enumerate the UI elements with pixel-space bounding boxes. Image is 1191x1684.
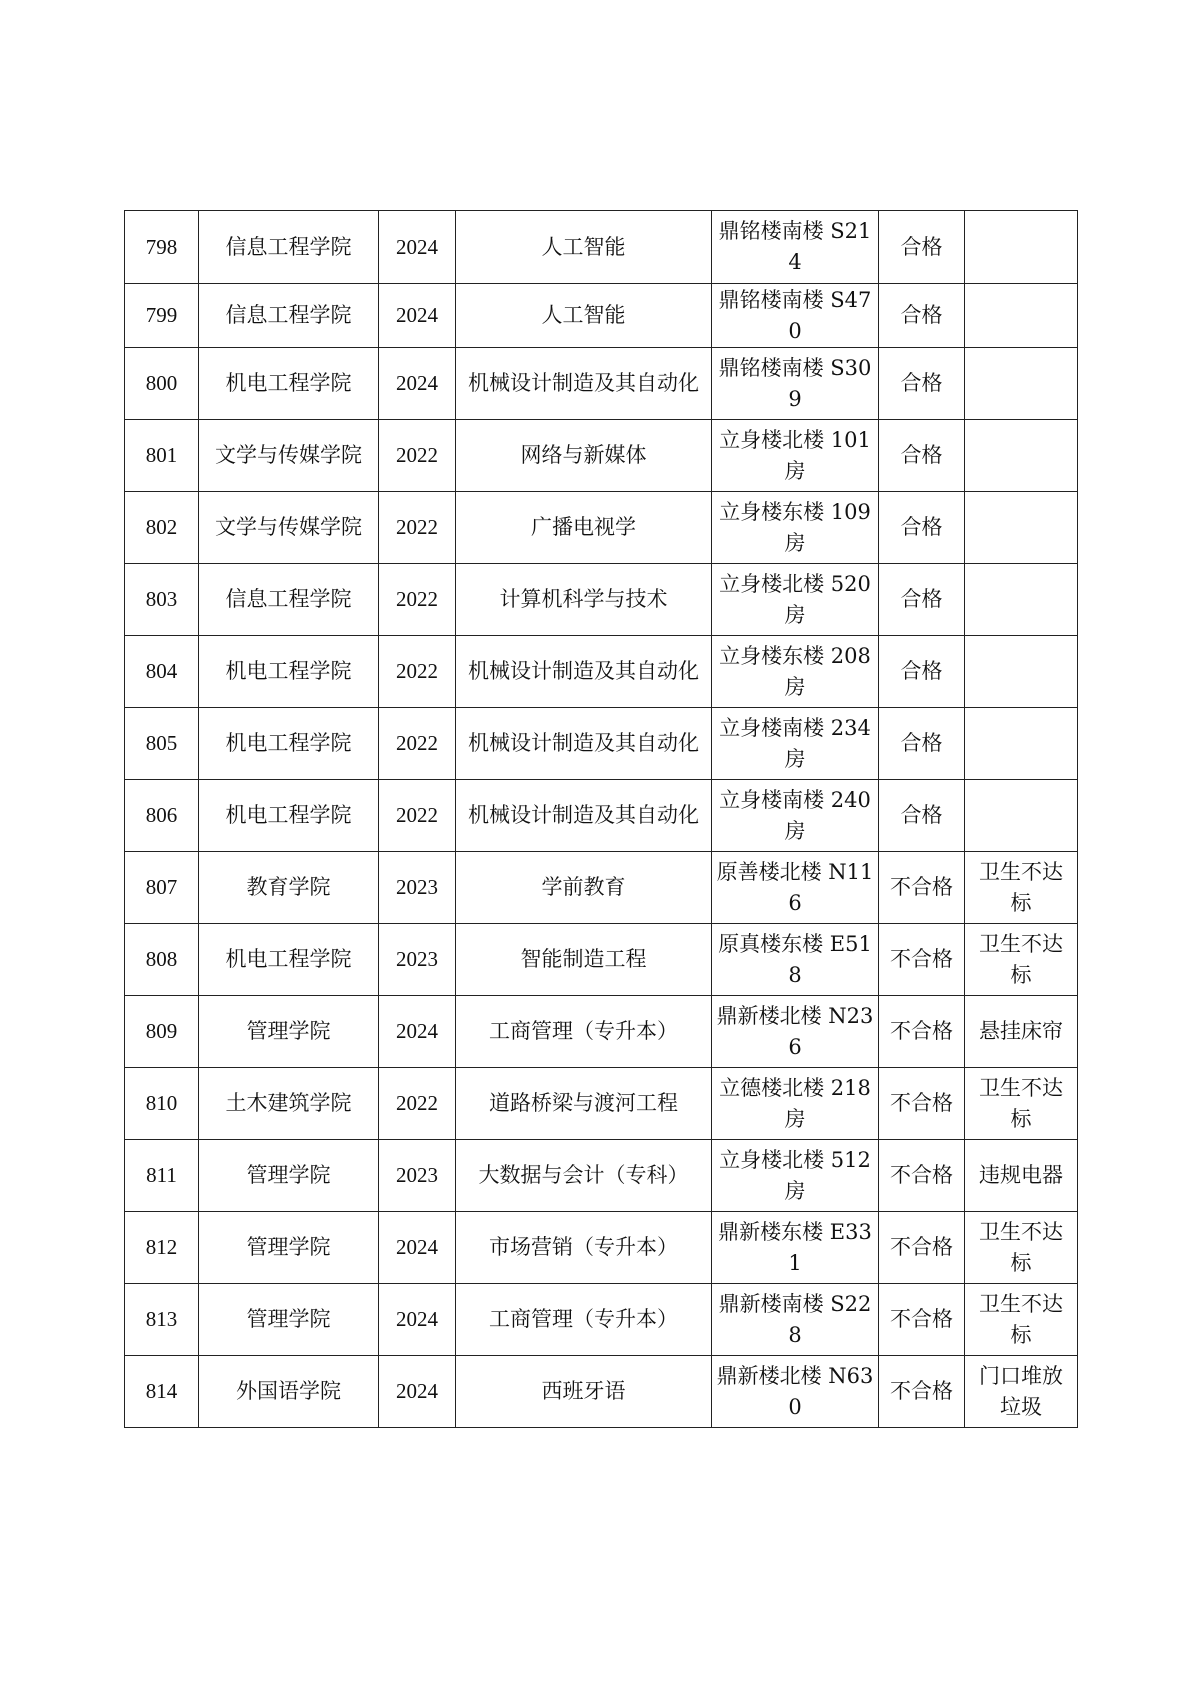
dorm-room: 立身楼东楼 208 房 <box>712 636 879 708</box>
table-row <box>125 284 1078 348</box>
dorm-room: 立身楼南楼 234 房 <box>712 708 879 780</box>
inspection-result: 不合格 <box>879 1212 965 1284</box>
dorm-room: 立身楼北楼 101 房 <box>712 420 879 492</box>
college-name: 信息工程学院 <box>199 284 379 348</box>
college-name: 信息工程学院 <box>199 564 379 636</box>
grade-year: 2024 <box>379 284 456 348</box>
dorm-room: 鼎铭楼南楼 S309 <box>712 348 879 420</box>
remark <box>965 284 1078 348</box>
row-number: 800 <box>125 348 199 420</box>
row-number: 809 <box>125 996 199 1068</box>
remark <box>965 636 1078 708</box>
row-number: 798 <box>125 211 199 284</box>
remark: 卫生不达标 <box>965 924 1078 996</box>
major-name: 机械设计制造及其自动化 <box>456 348 712 420</box>
major-name: 机械设计制造及其自动化 <box>456 780 712 852</box>
remark <box>965 211 1078 284</box>
grade-year: 2024 <box>379 1356 456 1428</box>
inspection-result: 合格 <box>879 636 965 708</box>
major-name: 工商管理（专升本） <box>456 996 712 1068</box>
inspection-result: 不合格 <box>879 1140 965 1212</box>
remark: 卫生不达标 <box>965 1068 1078 1140</box>
table-body <box>125 211 1078 1428</box>
inspection-result: 合格 <box>879 284 965 348</box>
college-name: 文学与传媒学院 <box>199 492 379 564</box>
table-row <box>125 1140 1078 1212</box>
row-number: 806 <box>125 780 199 852</box>
table-row <box>125 780 1078 852</box>
grade-year: 2022 <box>379 420 456 492</box>
dorm-room: 鼎新楼南楼 S228 <box>712 1284 879 1356</box>
inspection-result: 合格 <box>879 708 965 780</box>
row-number: 812 <box>125 1212 199 1284</box>
inspection-result: 合格 <box>879 492 965 564</box>
remark <box>965 492 1078 564</box>
college-name: 文学与传媒学院 <box>199 420 379 492</box>
grade-year: 2023 <box>379 924 456 996</box>
row-number: 808 <box>125 924 199 996</box>
table-row <box>125 1356 1078 1428</box>
grade-year: 2023 <box>379 852 456 924</box>
college-name: 机电工程学院 <box>199 780 379 852</box>
grade-year: 2024 <box>379 996 456 1068</box>
remark: 卫生不达标 <box>965 1212 1078 1284</box>
inspection-result: 合格 <box>879 564 965 636</box>
table-row <box>125 564 1078 636</box>
row-number: 805 <box>125 708 199 780</box>
grade-year: 2024 <box>379 1284 456 1356</box>
college-name: 机电工程学院 <box>199 924 379 996</box>
college-name: 机电工程学院 <box>199 636 379 708</box>
dorm-room: 立身楼东楼 109 房 <box>712 492 879 564</box>
row-number: 803 <box>125 564 199 636</box>
row-number: 810 <box>125 1068 199 1140</box>
inspection-result: 不合格 <box>879 1284 965 1356</box>
college-name: 机电工程学院 <box>199 348 379 420</box>
remark <box>965 420 1078 492</box>
row-number: 801 <box>125 420 199 492</box>
row-number: 799 <box>125 284 199 348</box>
dorm-room: 原善楼北楼 N116 <box>712 852 879 924</box>
table-row <box>125 852 1078 924</box>
table-row <box>125 420 1078 492</box>
table-row <box>125 1068 1078 1140</box>
grade-year: 2022 <box>379 636 456 708</box>
grade-year: 2022 <box>379 780 456 852</box>
major-name: 道路桥梁与渡河工程 <box>456 1068 712 1140</box>
grade-year: 2024 <box>379 348 456 420</box>
dorm-room: 鼎新楼北楼 N630 <box>712 1356 879 1428</box>
inspection-result: 合格 <box>879 211 965 284</box>
row-number: 807 <box>125 852 199 924</box>
major-name: 智能制造工程 <box>456 924 712 996</box>
major-name: 机械设计制造及其自动化 <box>456 636 712 708</box>
table-row <box>125 996 1078 1068</box>
college-name: 信息工程学院 <box>199 211 379 284</box>
table-row <box>125 1284 1078 1356</box>
row-number: 802 <box>125 492 199 564</box>
college-name: 教育学院 <box>199 852 379 924</box>
college-name: 外国语学院 <box>199 1356 379 1428</box>
dorm-room: 立德楼北楼 218 房 <box>712 1068 879 1140</box>
dorm-room: 立身楼北楼 520 房 <box>712 564 879 636</box>
college-name: 管理学院 <box>199 996 379 1068</box>
remark <box>965 564 1078 636</box>
dorm-room: 原真楼东楼 E518 <box>712 924 879 996</box>
major-name: 市场营销（专升本） <box>456 1212 712 1284</box>
major-name: 人工智能 <box>456 211 712 284</box>
inspection-table <box>124 210 1078 1428</box>
inspection-result: 合格 <box>879 348 965 420</box>
inspection-result: 不合格 <box>879 1356 965 1428</box>
college-name: 机电工程学院 <box>199 708 379 780</box>
grade-year: 2022 <box>379 564 456 636</box>
inspection-result: 不合格 <box>879 996 965 1068</box>
college-name: 土木建筑学院 <box>199 1068 379 1140</box>
grade-year: 2022 <box>379 492 456 564</box>
grade-year: 2022 <box>379 1068 456 1140</box>
inspection-result: 不合格 <box>879 1068 965 1140</box>
major-name: 学前教育 <box>456 852 712 924</box>
major-name: 大数据与会计（专科） <box>456 1140 712 1212</box>
remark: 卫生不达标 <box>965 1284 1078 1356</box>
table-row <box>125 924 1078 996</box>
major-name: 工商管理（专升本） <box>456 1284 712 1356</box>
dorm-room: 立身楼北楼 512 房 <box>712 1140 879 1212</box>
inspection-result: 合格 <box>879 420 965 492</box>
major-name: 网络与新媒体 <box>456 420 712 492</box>
dorm-room: 立身楼南楼 240 房 <box>712 780 879 852</box>
row-number: 811 <box>125 1140 199 1212</box>
grade-year: 2024 <box>379 211 456 284</box>
table-row <box>125 636 1078 708</box>
remark: 违规电器 <box>965 1140 1078 1212</box>
major-name: 机械设计制造及其自动化 <box>456 708 712 780</box>
dorm-room: 鼎铭楼南楼 S214 <box>712 211 879 284</box>
remark <box>965 708 1078 780</box>
grade-year: 2022 <box>379 708 456 780</box>
grade-year: 2024 <box>379 1212 456 1284</box>
table-row <box>125 708 1078 780</box>
grade-year: 2023 <box>379 1140 456 1212</box>
row-number: 813 <box>125 1284 199 1356</box>
remark: 门口堆放垃圾 <box>965 1356 1078 1428</box>
inspection-result: 不合格 <box>879 852 965 924</box>
dorm-room: 鼎铭楼南楼 S470 <box>712 284 879 348</box>
table-row <box>125 348 1078 420</box>
college-name: 管理学院 <box>199 1140 379 1212</box>
college-name: 管理学院 <box>199 1212 379 1284</box>
inspection-result: 不合格 <box>879 924 965 996</box>
major-name: 西班牙语 <box>456 1356 712 1428</box>
remark <box>965 780 1078 852</box>
dorm-room: 鼎新楼北楼 N236 <box>712 996 879 1068</box>
inspection-result: 合格 <box>879 780 965 852</box>
remark <box>965 348 1078 420</box>
remark: 卫生不达标 <box>965 852 1078 924</box>
college-name: 管理学院 <box>199 1284 379 1356</box>
dorm-room: 鼎新楼东楼 E331 <box>712 1212 879 1284</box>
table-row <box>125 492 1078 564</box>
remark: 悬挂床帘 <box>965 996 1078 1068</box>
major-name: 计算机科学与技术 <box>456 564 712 636</box>
row-number: 814 <box>125 1356 199 1428</box>
major-name: 人工智能 <box>456 284 712 348</box>
table-row <box>125 211 1078 284</box>
table-row <box>125 1212 1078 1284</box>
major-name: 广播电视学 <box>456 492 712 564</box>
row-number: 804 <box>125 636 199 708</box>
